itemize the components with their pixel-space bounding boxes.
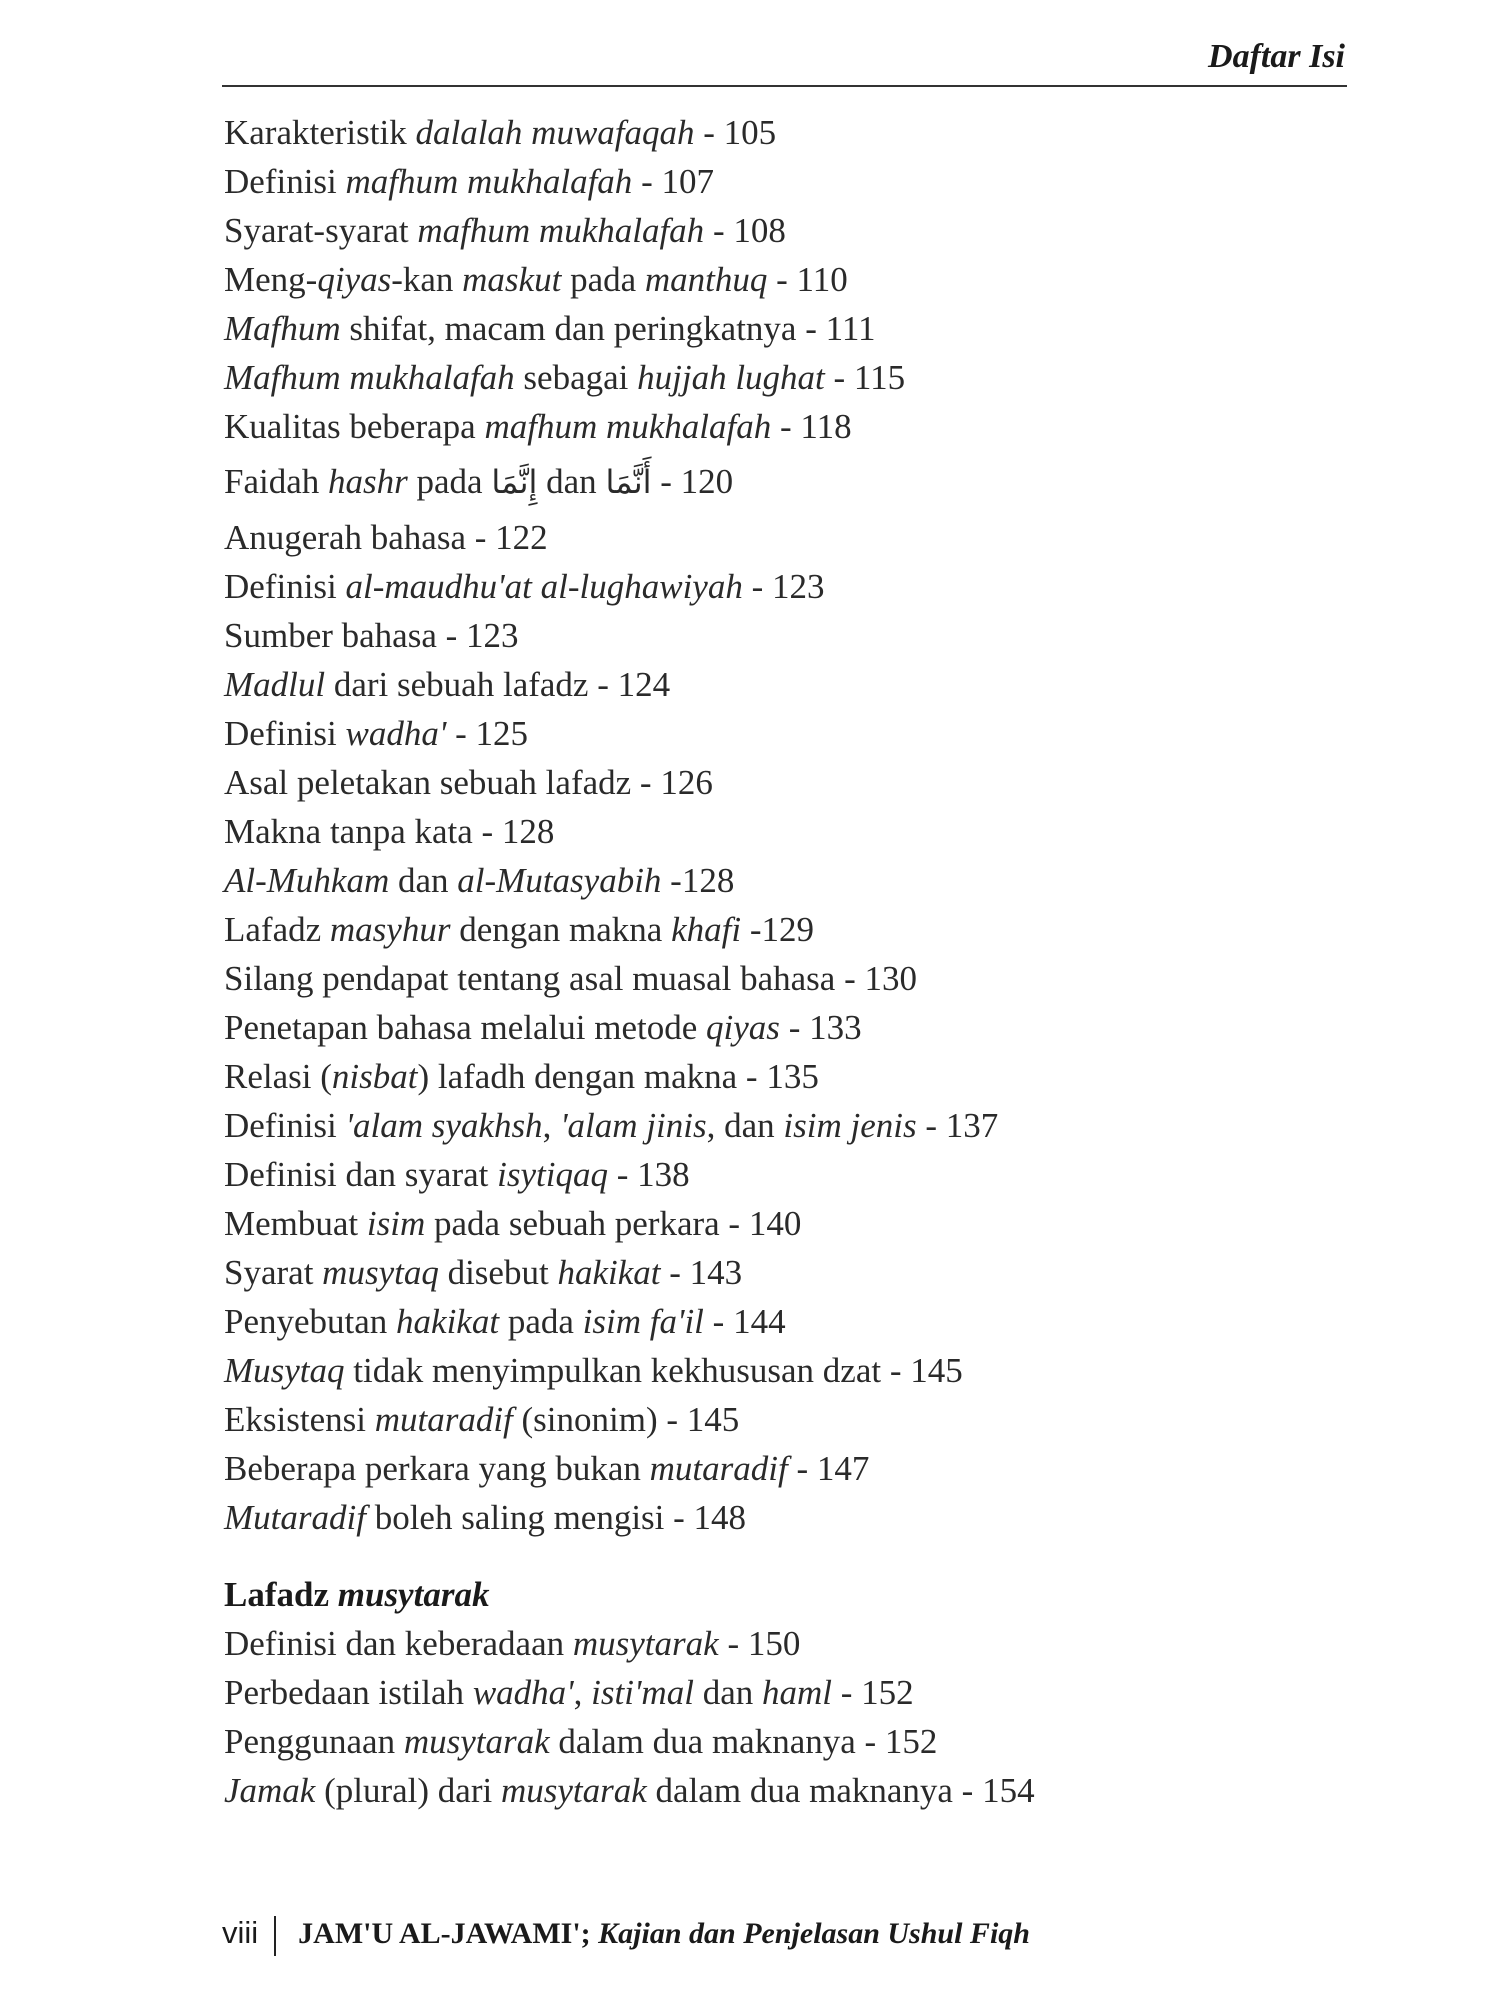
entry-text: Lafadz xyxy=(224,910,330,949)
italic-term: musytarak xyxy=(403,1722,550,1761)
entry-text: - 118 xyxy=(771,407,852,446)
toc-entry xyxy=(224,108,1324,157)
italic-term: isim fa'il xyxy=(582,1302,704,1341)
italic-term: 'alam syakhsh xyxy=(345,1106,543,1145)
entry-text: Definisi dan keberadaan xyxy=(224,1624,573,1663)
entry-text: - 137 xyxy=(916,1106,999,1145)
section-heading xyxy=(224,1570,1324,1619)
italic-term: maskut xyxy=(462,260,562,299)
arabic-term: أَنَّمَا xyxy=(605,463,652,501)
section-heading-term: musytarak xyxy=(337,1575,490,1614)
entry-text: Meng- xyxy=(224,260,318,299)
italic-term: wadha' xyxy=(345,714,447,753)
italic-term: musytarak xyxy=(500,1771,647,1810)
italic-term: qiyas xyxy=(317,260,392,299)
page-footer xyxy=(222,1915,1030,1956)
entry-text: - 152 xyxy=(831,1673,914,1712)
toc-entry xyxy=(224,660,1324,709)
entry-text: Eksistensi xyxy=(224,1400,375,1439)
italic-term: isim xyxy=(366,1204,426,1243)
entry-text: Penggunaan xyxy=(224,1722,404,1761)
entry-text: - 120 xyxy=(651,462,734,501)
entry-text: Membuat xyxy=(224,1204,367,1243)
entry-text: - 107 xyxy=(632,162,714,201)
italic-term: isytiqaq xyxy=(497,1155,608,1194)
entry-text: , xyxy=(573,1673,592,1712)
toc-entry xyxy=(224,1199,1324,1248)
page-number: viii xyxy=(222,1915,259,1950)
italic-term: mutaradif xyxy=(374,1400,513,1439)
italic-term: Musytaq xyxy=(224,1351,345,1390)
entry-text: tidak menyimpulkan kekhususan dzat - 145 xyxy=(344,1351,963,1390)
footer-separator xyxy=(274,1916,276,1956)
entry-text: (plural) dari xyxy=(315,1771,501,1810)
entry-text: - 105 xyxy=(694,113,777,152)
running-title: Daftar Isi xyxy=(1208,38,1345,75)
toc-entry xyxy=(224,1101,1324,1150)
entry-text: Penyebutan xyxy=(224,1302,397,1341)
entry-text: Definisi xyxy=(224,162,346,201)
italic-term: musytaq xyxy=(322,1253,439,1292)
section-heading-prefix: Lafadz xyxy=(224,1575,338,1614)
toc-entry xyxy=(224,1248,1324,1297)
italic-term: manthuq xyxy=(644,260,768,299)
toc-entry xyxy=(224,1395,1324,1444)
italic-term: al-Mutasyabih xyxy=(457,861,662,900)
entry-text: dalam dua maknanya - 154 xyxy=(646,1771,1035,1810)
toc-entry xyxy=(224,1003,1324,1052)
entry-text: Syarat xyxy=(224,1253,323,1292)
toc-entry xyxy=(224,611,1324,660)
italic-term: Mafhum xyxy=(224,309,341,348)
toc-entry xyxy=(224,758,1324,807)
entry-text: Silang pendapat tentang asal muasal bahasa - 130 xyxy=(224,959,917,998)
toc-entry xyxy=(224,402,1324,451)
entry-text: - 123 xyxy=(742,567,825,606)
italic-term: nisbat xyxy=(331,1057,418,1096)
italic-term: hashr xyxy=(328,462,408,501)
toc-entry xyxy=(224,905,1324,954)
book-subtitle: Kajian dan Penjelasan Ushul Fiqh xyxy=(598,1917,1030,1950)
entry-text: Definisi dan syarat xyxy=(224,1155,498,1194)
entry-text: (sinonim) - 145 xyxy=(512,1400,740,1439)
toc-entry xyxy=(224,1717,1324,1766)
entry-text: , xyxy=(542,1106,561,1145)
entry-text: - 150 xyxy=(718,1624,801,1663)
table-of-contents xyxy=(224,108,1324,1815)
italic-term: dalalah muwafaqah xyxy=(415,113,695,152)
entry-text: - 133 xyxy=(779,1008,862,1047)
entry-text: dan xyxy=(537,462,606,501)
toc-entry xyxy=(224,353,1324,402)
italic-term: hakikat xyxy=(557,1253,661,1292)
italic-term: mafhum mukhalafah xyxy=(345,162,633,201)
entry-text: boleh saling mengisi - 148 xyxy=(365,1498,747,1537)
toc-entry xyxy=(224,255,1324,304)
entry-text: - 125 xyxy=(446,714,529,753)
book-title: JAM'U AL-JAWAMI'; xyxy=(298,1917,591,1950)
toc-entry xyxy=(224,1346,1324,1395)
toc-entry xyxy=(224,954,1324,1003)
italic-term: mafhum mukhalafah xyxy=(417,211,705,250)
entry-text: Kualitas beberapa xyxy=(224,407,485,446)
italic-term: masyhur xyxy=(329,910,451,949)
entry-text: - 138 xyxy=(607,1155,690,1194)
italic-term: Mutaradif xyxy=(224,1498,366,1537)
toc-entry xyxy=(224,1444,1324,1493)
entry-text: dan xyxy=(693,1673,762,1712)
entry-text: Perbedaan istilah xyxy=(224,1673,473,1712)
entry-text: Definisi xyxy=(224,567,346,606)
toc-entry xyxy=(224,1297,1324,1346)
italic-term: Mafhum mukhalafah xyxy=(224,358,515,397)
toc-entry xyxy=(224,1150,1324,1199)
entry-text: -129 xyxy=(741,910,814,949)
section-entries xyxy=(224,1619,1324,1815)
italic-term: isti'mal xyxy=(591,1673,694,1712)
arabic-term: إِنَّمَا xyxy=(491,463,538,501)
header-rule xyxy=(222,85,1347,87)
entry-text: dengan makna xyxy=(450,910,672,949)
toc-entry xyxy=(224,304,1324,353)
entry-text: disebut xyxy=(438,1253,558,1292)
toc-entry xyxy=(224,1766,1324,1815)
italic-term: mutaradif xyxy=(649,1449,788,1488)
italic-term: 'alam jinis xyxy=(560,1106,707,1145)
italic-term: Jamak xyxy=(224,1771,316,1810)
italic-term: musytarak xyxy=(572,1624,719,1663)
italic-term: hujjah lughat xyxy=(637,358,825,397)
entry-text: -128 xyxy=(661,861,735,900)
toc-entry xyxy=(224,513,1324,562)
entry-text: ) lafadh dengan makna - 135 xyxy=(417,1057,819,1096)
toc-entry xyxy=(224,157,1324,206)
entry-text: dari sebuah lafadz - 124 xyxy=(325,665,671,704)
entry-text: - 115 xyxy=(824,358,906,397)
entry-text: pada xyxy=(499,1302,583,1341)
italic-term: haml xyxy=(761,1673,832,1712)
entry-text: Relasi ( xyxy=(224,1057,332,1096)
entry-text: Syarat-syarat xyxy=(224,211,418,250)
entry-text: -kan xyxy=(391,260,463,299)
italic-term: qiyas xyxy=(706,1008,780,1047)
italic-term: isim jenis xyxy=(783,1106,917,1145)
entry-text: , dan xyxy=(706,1106,784,1145)
entry-text: - 110 xyxy=(767,260,848,299)
toc-entry xyxy=(224,1493,1324,1542)
entry-text: - 108 xyxy=(704,211,786,250)
entry-text: dalam dua maknanya - 152 xyxy=(549,1722,938,1761)
toc-entries xyxy=(224,108,1324,1542)
entry-text: - 147 xyxy=(787,1449,870,1488)
entry-text: - 144 xyxy=(703,1302,786,1341)
entry-text: shifat, macam dan peringkatnya - 111 xyxy=(340,309,876,348)
entry-text: sebagai xyxy=(514,358,638,397)
entry-text: Karakteristik xyxy=(224,113,416,152)
toc-entry xyxy=(224,709,1324,758)
entry-text: Asal peletakan sebuah lafadz - 126 xyxy=(224,763,713,802)
toc-entry xyxy=(224,856,1324,905)
entry-text: Makna tanpa kata - 128 xyxy=(224,812,555,851)
toc-entry xyxy=(224,1668,1324,1717)
entry-text: Definisi xyxy=(224,1106,346,1145)
entry-text: pada xyxy=(407,462,492,501)
italic-term: Madlul xyxy=(224,665,326,704)
italic-term: al-maudhu'at al-lughawiyah xyxy=(345,567,743,606)
entry-text: Anugerah bahasa - 122 xyxy=(224,518,548,557)
italic-term: hakikat xyxy=(396,1302,500,1341)
toc-entry xyxy=(224,451,1324,513)
entry-text: - 143 xyxy=(660,1253,743,1292)
entry-text: Penetapan bahasa melalui metode xyxy=(224,1008,707,1047)
toc-entry xyxy=(224,206,1324,255)
toc-entry xyxy=(224,1052,1324,1101)
toc-entry xyxy=(224,1619,1324,1668)
entry-text: pada xyxy=(561,260,645,299)
italic-term: mafhum mukhalafah xyxy=(484,407,772,446)
italic-term: Al-Muhkam xyxy=(224,861,390,900)
entry-text: Sumber bahasa - 123 xyxy=(224,616,519,655)
entry-text: Faidah xyxy=(224,462,329,501)
entry-text: Beberapa perkara yang bukan xyxy=(224,1449,650,1488)
entry-text: Definisi xyxy=(224,714,346,753)
entry-text: pada sebuah perkara - 140 xyxy=(425,1204,802,1243)
toc-entry xyxy=(224,562,1324,611)
toc-entry xyxy=(224,807,1324,856)
entry-text: dan xyxy=(389,861,458,900)
italic-term: wadha' xyxy=(472,1673,574,1712)
italic-term: khafi xyxy=(671,910,742,949)
